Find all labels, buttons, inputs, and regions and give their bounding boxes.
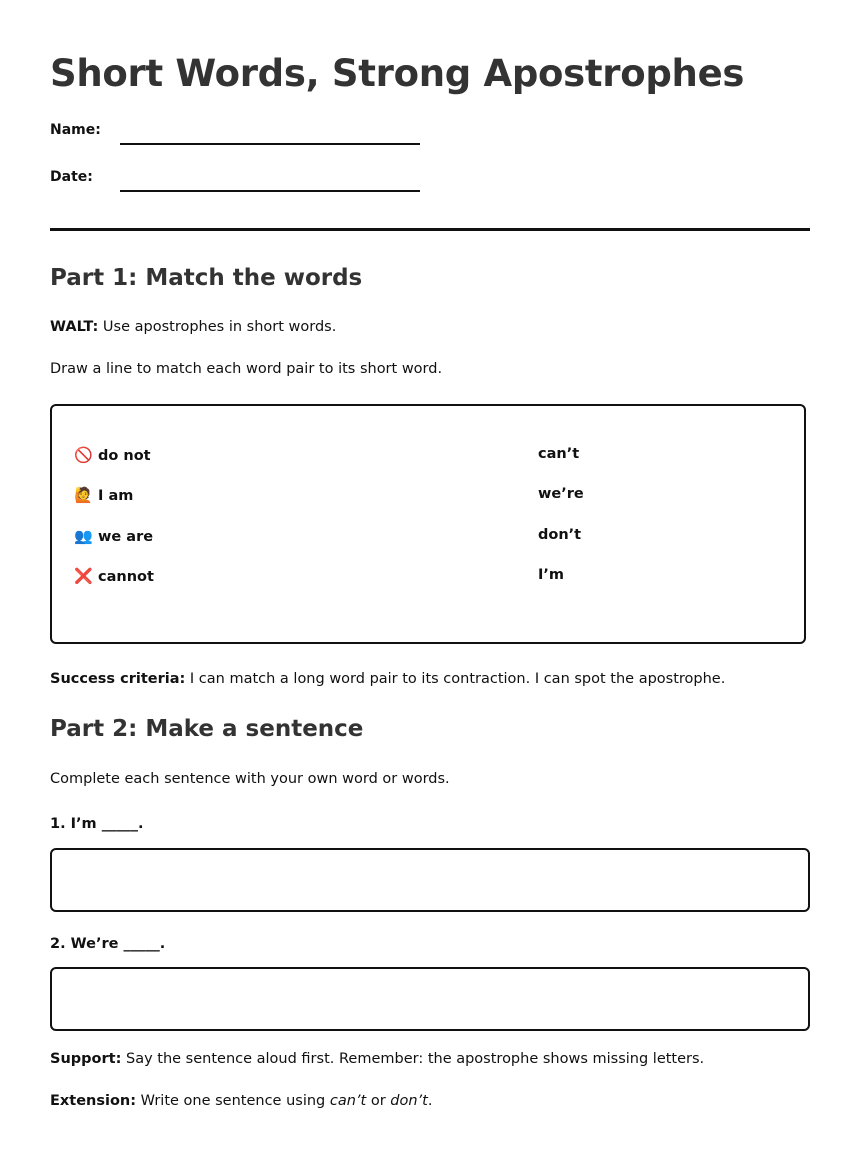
short-word-item[interactable]: I’m — [538, 567, 565, 583]
walt-line — [50, 319, 336, 335]
part1-instruction: Draw a line to match each word pair to its short word. — [50, 361, 443, 377]
support-line — [50, 1051, 704, 1067]
success-label: Success criteria: — [50, 671, 186, 687]
matching-box — [50, 404, 806, 644]
answer-box-2[interactable] — [50, 967, 810, 1031]
question-prompt: 2. We’re _____. — [50, 936, 166, 952]
part1-heading: Part 1: Match the words — [50, 265, 363, 291]
date-label: Date: — [50, 169, 93, 185]
answer-box-1[interactable] — [50, 848, 810, 912]
person-raising-hand-icon: 🙋 — [74, 486, 93, 504]
name-field[interactable] — [120, 143, 420, 145]
extension-label: Extension: — [50, 1093, 137, 1109]
date-field[interactable] — [120, 190, 420, 192]
extension-text: Write one sentence using — [140, 1093, 326, 1109]
word-pair-text: I am — [98, 488, 134, 504]
page-title: Short Words, Strong Apostrophes — [50, 52, 745, 95]
part2-heading: Part 2: Make a sentence — [50, 716, 364, 742]
support-text: Say the sentence aloud first. Remember: the apostrophe shows missing letters. — [125, 1051, 705, 1067]
short-word-item[interactable]: can’t — [538, 446, 580, 462]
section-divider — [50, 228, 810, 231]
word-pair-item[interactable] — [74, 527, 153, 545]
word-pair-item[interactable] — [74, 486, 133, 504]
word-pair-item[interactable] — [74, 567, 154, 585]
word-pair-text: cannot — [98, 569, 154, 585]
walt-text: Use apostrophes in short words. — [102, 319, 337, 335]
walt-label: WALT: — [50, 319, 99, 335]
no-entry-icon: 🚫 — [74, 446, 93, 464]
short-word-item[interactable]: we’re — [538, 486, 584, 502]
word-pair-item[interactable] — [74, 446, 151, 464]
part2-instruction: Complete each sentence with your own word or words. — [50, 771, 450, 787]
success-text: I can match a long word pair to its contraction. I can spot the apostrophe. — [189, 671, 726, 687]
question-prompt: 1. I’m _____. — [50, 816, 144, 832]
support-label: Support: — [50, 1051, 122, 1067]
word-pair-text: do not — [98, 448, 151, 464]
success-criteria — [50, 671, 725, 687]
extension-line — [50, 1093, 432, 1109]
extension-period: . — [427, 1093, 433, 1109]
extension-word-cant: can’t — [329, 1093, 367, 1109]
extension-or: or — [370, 1093, 386, 1109]
cross-mark-icon: ❌ — [74, 567, 93, 585]
short-word-item[interactable]: don’t — [538, 527, 582, 543]
extension-word-dont: don’t — [390, 1093, 428, 1109]
name-label: Name: — [50, 122, 101, 138]
word-pair-text: we are — [98, 529, 154, 545]
people-icon: 👥 — [74, 527, 93, 545]
